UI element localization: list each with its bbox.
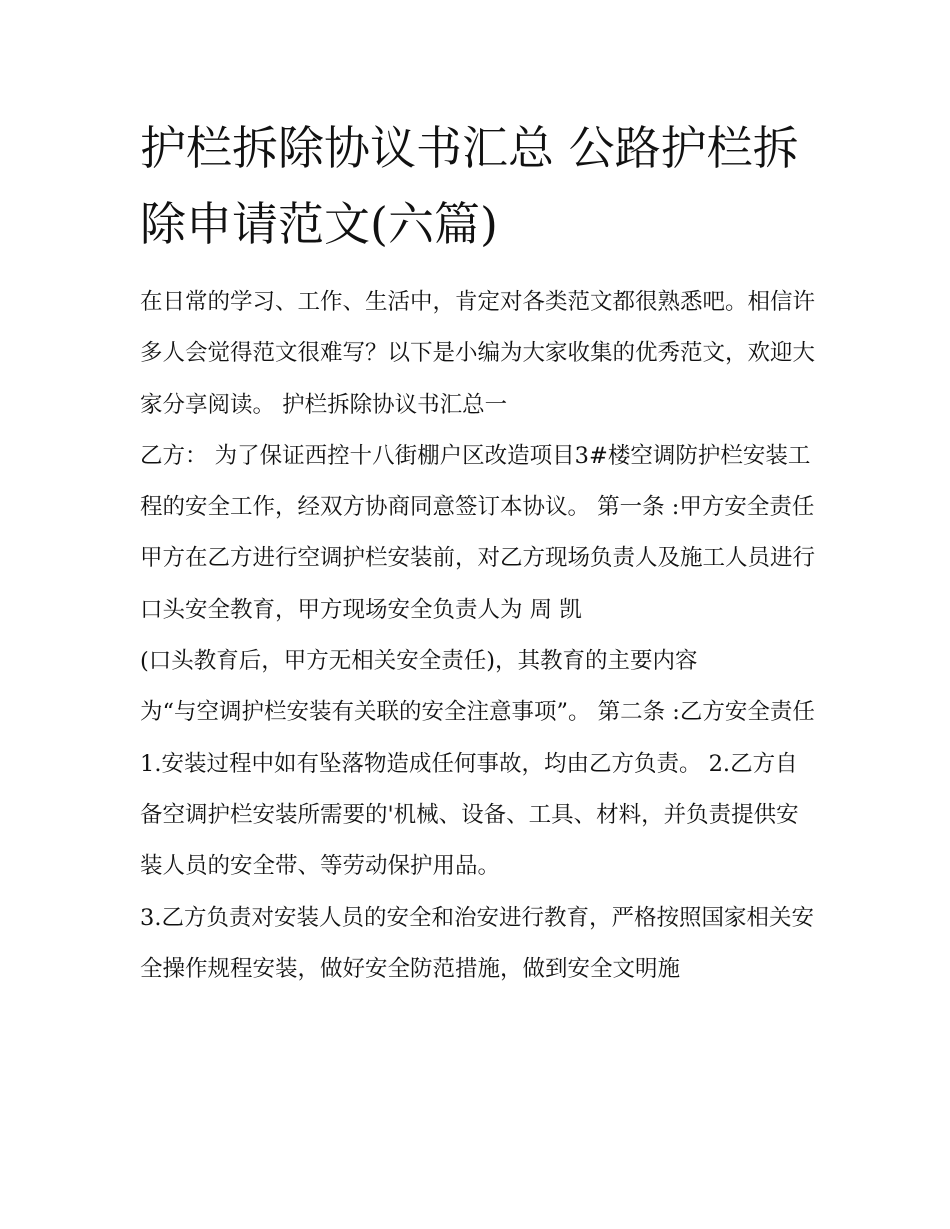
paragraph-verbal-education: (口头教育后，甲方无相关安全责任)，其教育的主要内容 (140, 648, 698, 675)
paragraph-intro: 在日常的学习、工作、生活中，肯定对各类范文都很熟悉吧。相信许多人会觉得范文很难写？以下是小编为大家收集的优秀范文，欢迎大家分享阅读。 护栏拆除协议书汇总一 (140, 289, 816, 418)
paragraph-item-3: 3.乙方负责对安装人员的安全和治安进行教育，严格按照国家相关安全操作规程安装，做好安全防范措施，做到安全文明施 (140, 904, 814, 982)
document-body (140, 277, 820, 995)
paragraph-article-two: 为“与空调护栏安装有关联的安全注意事项”。 第二条 :乙方安全责任 (140, 699, 815, 726)
paragraph-item-1-2: 1.安装过程中如有坠落物造成任何事故，均由乙方负责。 2.乙方自备空调护栏安装所需要的'机械、设备、工具、材料，并负责提供安装人员的安全带、等劳动保护用品。 (140, 750, 799, 880)
paragraph-party-b: 乙方： 为了保证西控十八街棚户区改造项目3#楼空调防护栏安装工程的安全工作，经双方协商同意签订本协议。 第一条 :甲方安全责任 (140, 442, 815, 521)
paragraph-party-a-duty: 甲方在乙方进行空调护栏安装前，对乙方现场负责人及施工人员进行口头安全教育，甲方现场安全负责人为 周 凯 (140, 545, 816, 623)
document-title: 护栏拆除协议书汇总 公路护栏拆除申请范文(六篇) (140, 121, 799, 251)
